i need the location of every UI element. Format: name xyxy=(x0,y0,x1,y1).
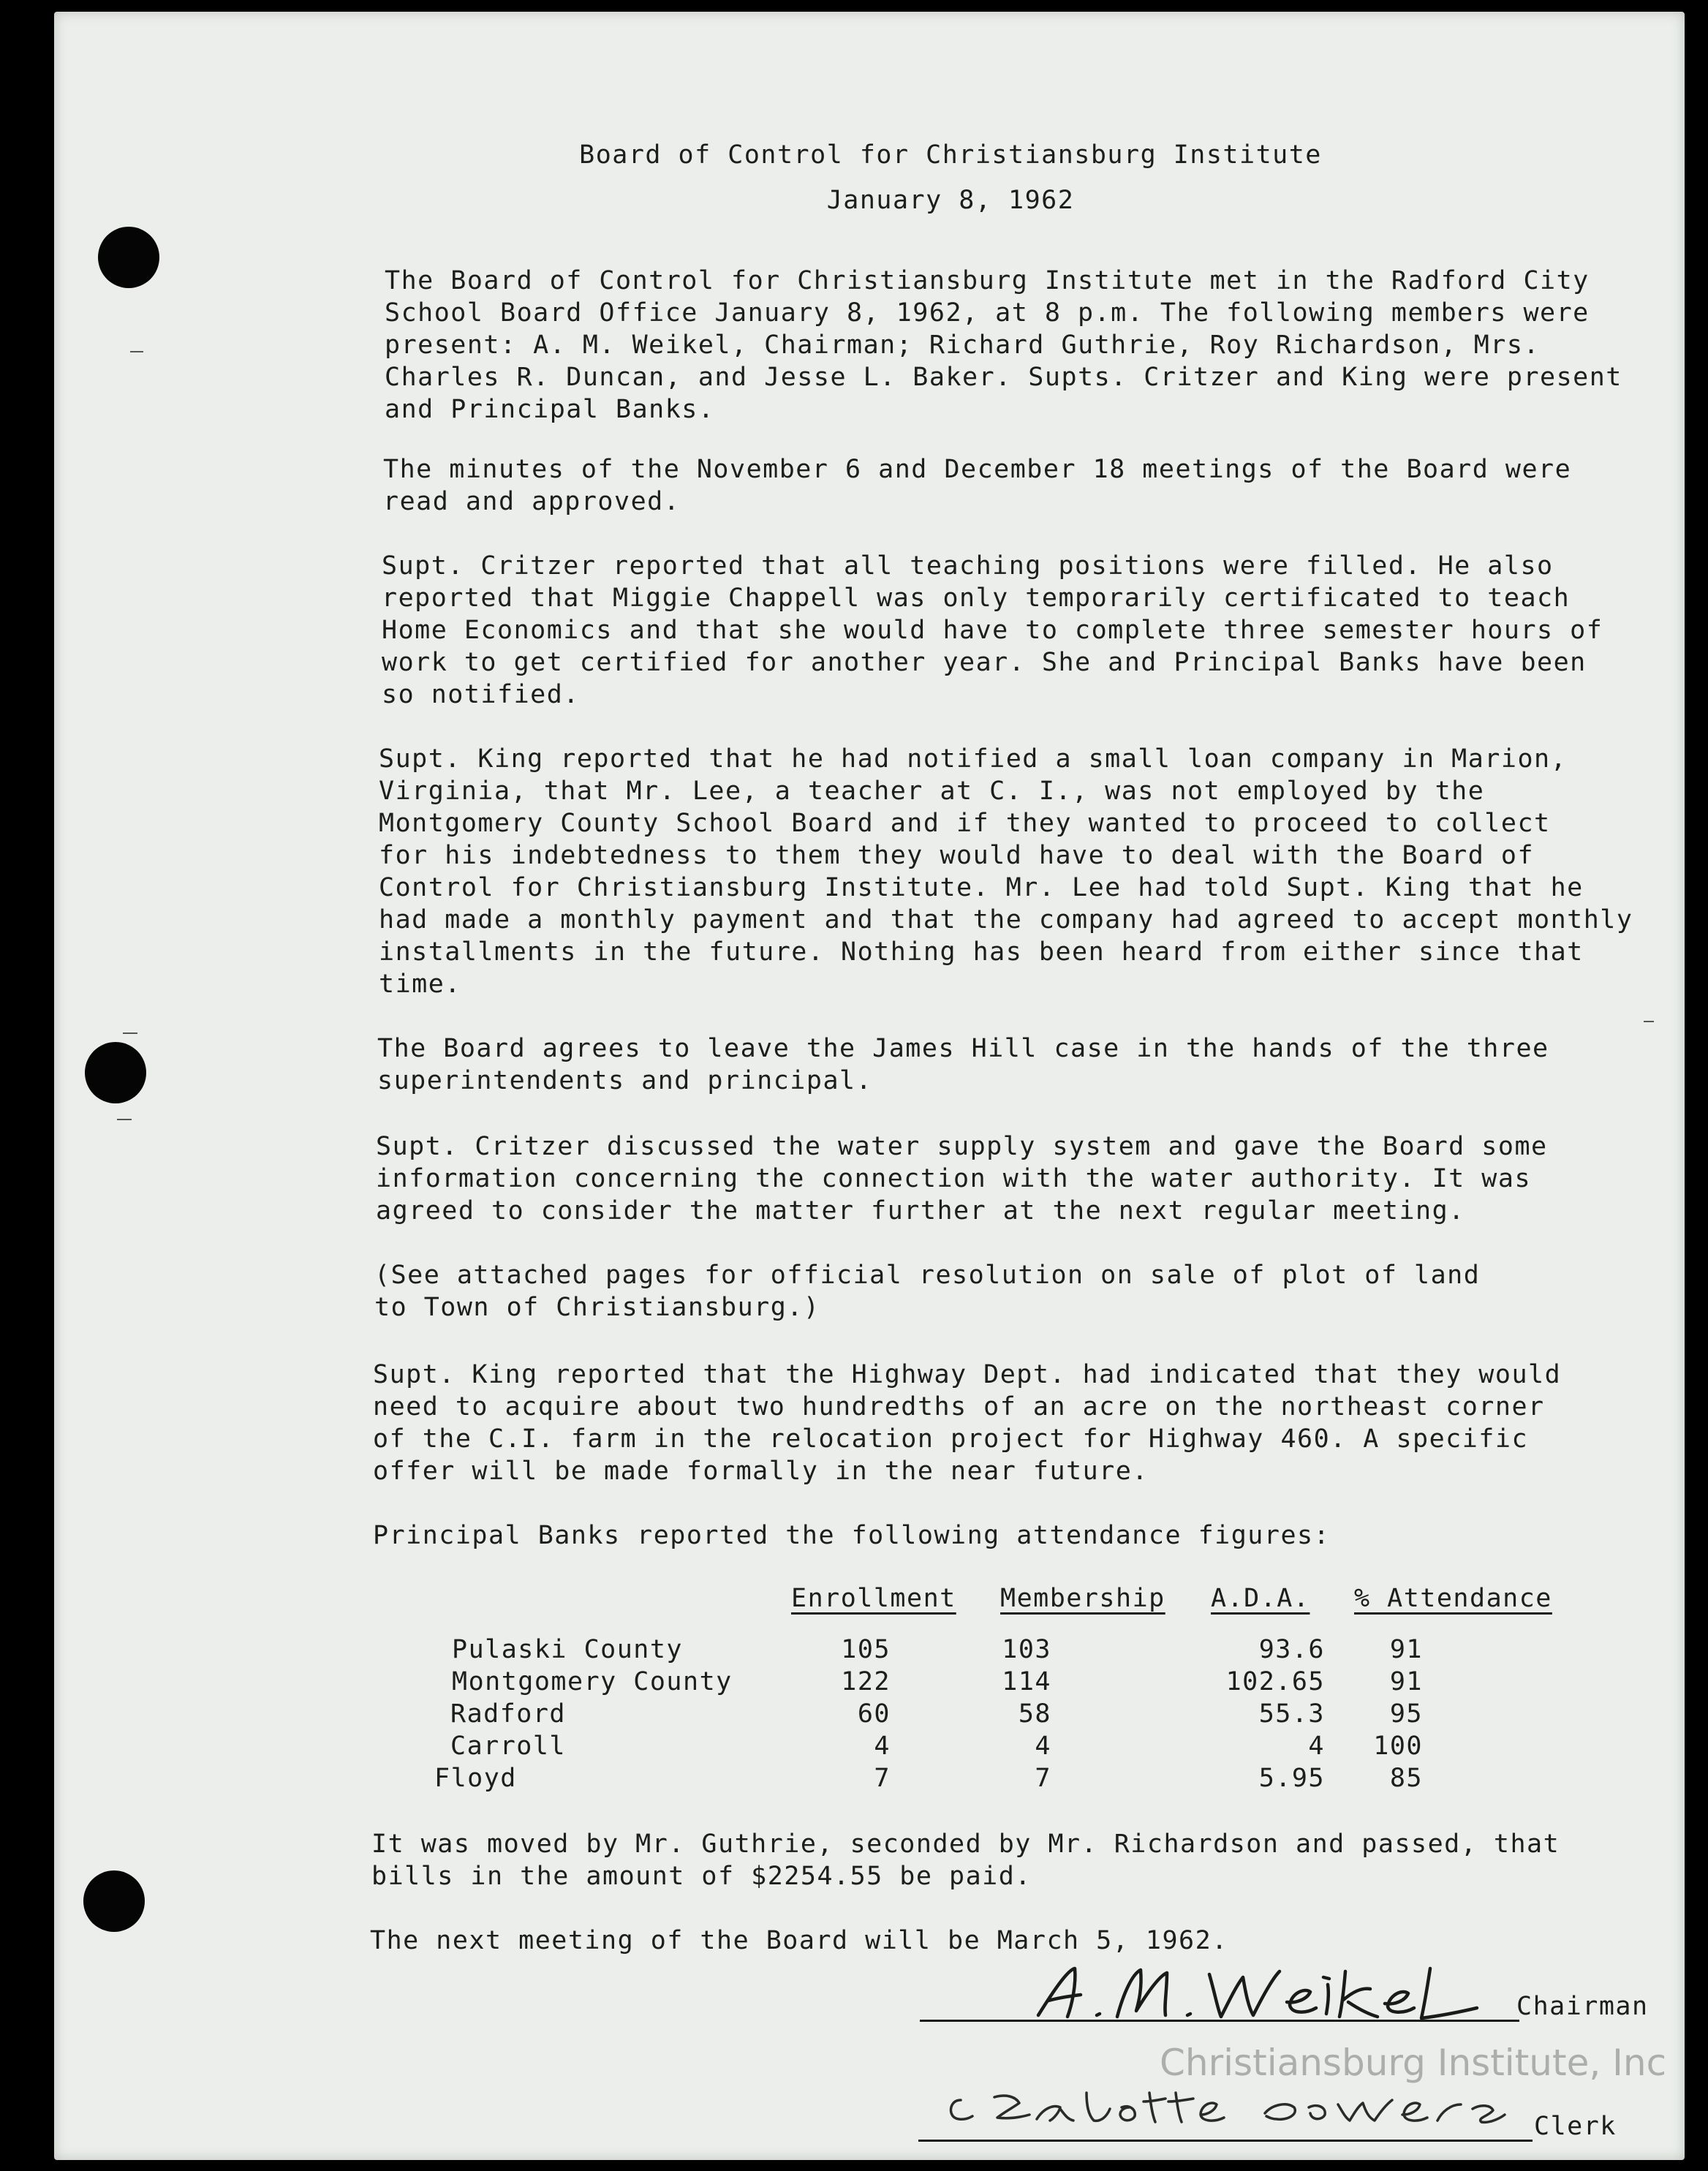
chairman-signature-line xyxy=(920,2020,1519,2022)
row-membership: 58 xyxy=(1018,1699,1051,1729)
row-name: Carroll xyxy=(450,1732,567,1761)
row-ada: 4 xyxy=(1308,1732,1325,1761)
row-enrollment: 60 xyxy=(857,1699,891,1729)
row-attendance: 100 xyxy=(1373,1732,1423,1761)
row-enrollment: 105 xyxy=(841,1635,891,1664)
row-membership: 7 xyxy=(1035,1764,1051,1793)
row-enrollment: 122 xyxy=(841,1667,891,1696)
row-ada: 5.95 xyxy=(1258,1764,1325,1793)
paragraph-land-resolution: (See attached pages for official resolution on sale of plot of land to Town of Christiansburg.) xyxy=(374,1261,1481,1322)
paragraph-attendance-of-members: The Board of Control for Christiansburg Institute met in the Radford City School Board Office January 8, 1962, at 8 p.m. The following members were present: A. M. Weikel, Chairman; Richard Guthrie, Roy Richardson, Mrs. Charles R. Duncan, and Jesse L. Baker. Supts. Critzer and King were present and Principal Banks. xyxy=(385,266,1622,424)
chairman-label: Chairman xyxy=(1516,1992,1649,2021)
margin-mark xyxy=(1644,1021,1654,1022)
row-attendance: 91 xyxy=(1389,1635,1423,1664)
margin-mark xyxy=(130,351,143,352)
punch-hole xyxy=(83,1870,145,1932)
row-name: Radford xyxy=(450,1699,567,1729)
paragraph-bills-motion: It was moved by Mr. Guthrie, seconded by Mr. Richardson and passed, that bills in the amount of $2254.55 be paid. xyxy=(371,1830,1560,1891)
row-name: Pulaski County xyxy=(452,1635,684,1664)
row-enrollment: 4 xyxy=(874,1732,891,1761)
margin-mark xyxy=(123,1032,137,1034)
punch-hole xyxy=(85,1042,146,1103)
clerk-signature-line xyxy=(918,2140,1533,2142)
paragraph-next-meeting: The next meeting of the Board will be March 5, 1962. xyxy=(370,1926,1228,1955)
margin-mark xyxy=(117,1119,132,1120)
row-attendance: 91 xyxy=(1389,1667,1423,1696)
table-row xyxy=(0,1699,1423,1732)
table-row xyxy=(0,1667,1423,1699)
table-header-membership: Membership xyxy=(1000,1584,1165,1613)
row-ada: 93.6 xyxy=(1258,1635,1325,1664)
paragraph-minutes: The minutes of the November 6 and December 18 meetings of the Board were read and approved. xyxy=(383,455,1572,516)
document-date: January 8, 1962 xyxy=(826,186,1075,215)
paragraph-water-supply: Supt. Critzer discussed the water supply system and gave the Board some information concerning the connection with the water authority. It was agreed to consider the matter further at the next regular meeting. xyxy=(376,1132,1548,1226)
table-row xyxy=(0,1732,1423,1764)
paragraph-loan-company: Supt. King reported that he had notified a small loan company in Marion, Virginia, that Mr. Lee, a teacher at C. I., was not employed by the Montgomery County School Board and if they wanted to proceed to collect for his indebtedness to them they would have to deal with the Board of Control for Christiansburg Institute. Mr. Lee had told Supt. King that he had made a monthly payment and that the company had agreed to accept monthly installments in the future. Nothing has been heard from either since that time. xyxy=(379,744,1633,999)
paragraph-james-hill: The Board agrees to leave the James Hill case in the hands of the three superintendents and principal. xyxy=(377,1034,1549,1095)
paragraph-teaching-positions: Supt. Critzer reported that all teaching positions were filled. He also reported that Miggie Chappell was only temporarily certificated to teach Home Economics and that she would have to complete three semester hours of work to get certified for another year. She and Principal Banks have been so notified. xyxy=(382,551,1603,709)
row-membership: 103 xyxy=(1002,1635,1051,1664)
chairman-signature xyxy=(1024,1963,1506,2028)
row-name: Montgomery County xyxy=(452,1667,733,1696)
row-attendance: 95 xyxy=(1389,1699,1423,1729)
table-header-enrollment: Enrollment xyxy=(791,1584,956,1613)
row-membership: 4 xyxy=(1035,1732,1051,1761)
row-enrollment: 7 xyxy=(874,1764,891,1793)
paragraph-attendance-intro: Principal Banks reported the following attendance figures: xyxy=(373,1521,1331,1550)
document-title: Board of Control for Christiansburg Institute xyxy=(579,140,1322,170)
table-row xyxy=(0,1635,1423,1667)
table-header-ada: A.D.A. xyxy=(1211,1584,1310,1613)
row-attendance: 85 xyxy=(1389,1764,1423,1793)
row-membership: 114 xyxy=(1002,1667,1051,1696)
table-header-attendance: % Attendance xyxy=(1354,1584,1552,1613)
paragraph-highway: Supt. King reported that the Highway Dept. had indicated that they would need to acquire about two hundredths of an acre on the northeast corner of the C.I. farm in the relocation project for Highway 460. A specific offer will be made formally in the near future. xyxy=(373,1360,1562,1486)
row-ada: 102.65 xyxy=(1225,1667,1325,1696)
row-name: Floyd xyxy=(434,1764,517,1793)
clerk-label: Clerk xyxy=(1534,2112,1617,2141)
punch-hole xyxy=(98,227,159,288)
row-ada: 55.3 xyxy=(1258,1699,1325,1729)
table-row xyxy=(0,1764,1423,1796)
clerk-signature xyxy=(943,2083,1528,2134)
watermark: Christiansburg Institute, Inc xyxy=(1160,2042,1667,2084)
